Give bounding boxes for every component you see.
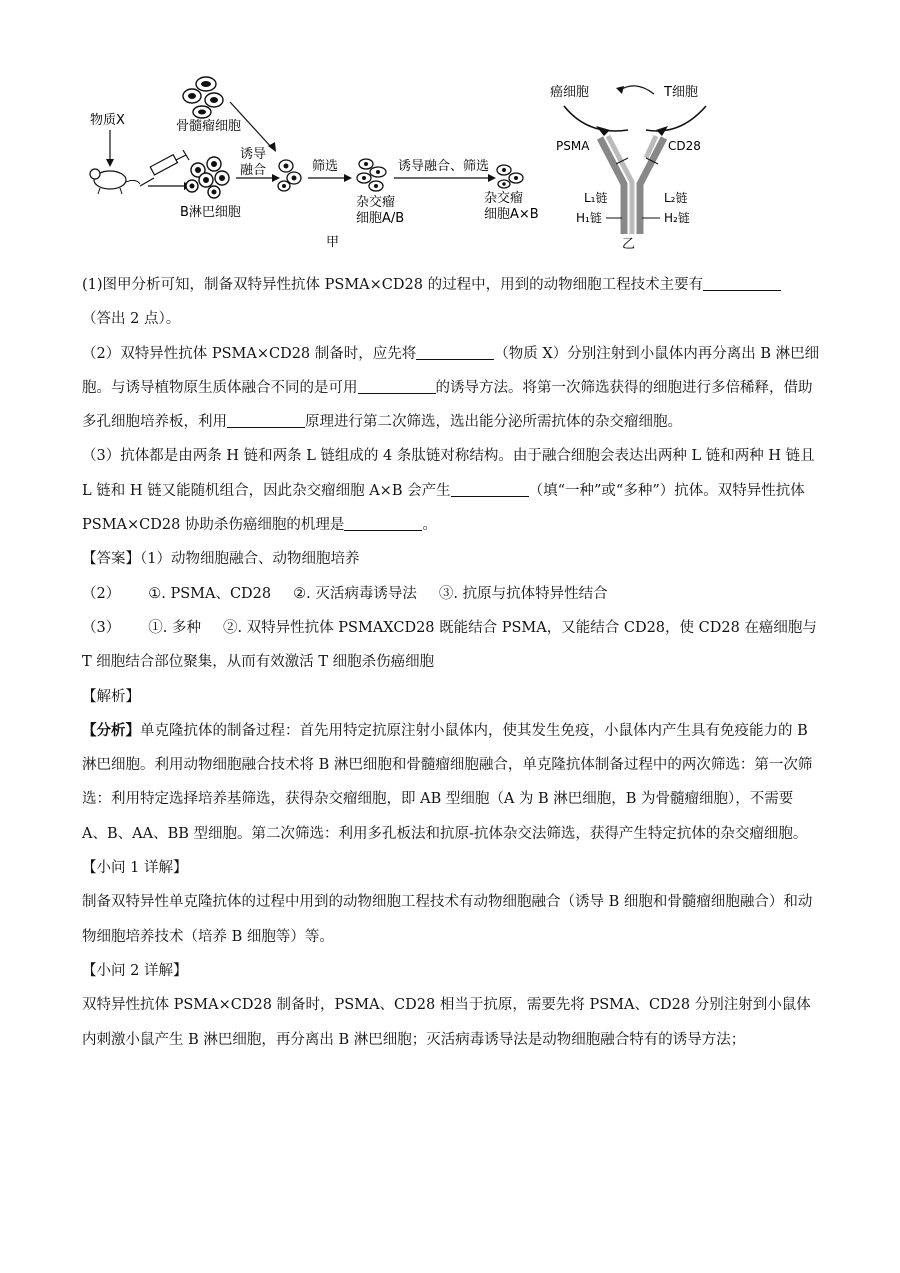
label-induce-screen: 诱导融合、筛选 xyxy=(398,159,490,174)
label-l1: L₁链 xyxy=(584,191,608,205)
question-3-part2: （填“一种”或“多种”）抗体。双特异性抗体 PSMA×CD28 协助杀伤癌细胞的机理是 xyxy=(82,482,805,534)
label-hybridoma-axb-2: 细胞A×B xyxy=(484,207,539,222)
question-3 xyxy=(82,439,822,542)
question-3-part3: 。 xyxy=(422,517,437,534)
label-psma: PSMA xyxy=(556,139,590,153)
answer-line-3 xyxy=(82,611,822,680)
label-hybridoma-ab-2: 细胞A/B xyxy=(356,211,405,226)
question-2-part2: （物质 X）分别注射到小鼠体内再分离出 B 淋巴细胞。与诱导植物原生质体融合不同的是可用 xyxy=(82,345,820,396)
answer-blank-2c[interactable] xyxy=(227,413,305,429)
label-h1: H₁链 xyxy=(576,211,602,225)
answer-2-3: ③. 抗原与抗体特异性结合 xyxy=(438,585,608,602)
answer-2-2: ②. 灭活病毒诱导法 xyxy=(293,585,417,602)
question-2-part1: （2）双特异性抗体 PSMA×CD28 制备时，应先将 xyxy=(82,345,417,362)
label-cancer-cell: 癌细胞 xyxy=(550,85,590,100)
label-substance-x: 物质X xyxy=(90,113,125,128)
answer-line-2 xyxy=(82,577,822,611)
question-2-part3: 的诱导方法。将第一次筛选获得的细胞进行多倍稀释，借助多孔细胞培养板，利用 xyxy=(82,379,813,431)
sub1-heading: 【小问 1 详解】 xyxy=(82,860,188,877)
question-3-part1: （3）抗体都是由两条 H 链和两条 L 链组成的 4 条肽链对称结构。由于融合细胞会表达出两种 L 链和两种 H 链且 L 链和 H 链又能随机组合，因此杂交瘤细胞 A×B 会产生 xyxy=(82,448,815,499)
myeloma-cells xyxy=(183,77,223,118)
sub2-heading: 【小问 2 详解】 xyxy=(82,962,188,979)
mouse-icon xyxy=(90,169,140,194)
label-myeloma: 骨髓瘤细胞 xyxy=(176,119,242,134)
label-hybridoma-ab-1: 杂交瘤 xyxy=(356,195,396,210)
answer-blank-2b[interactable] xyxy=(358,378,436,394)
label-fusion: 融合 xyxy=(240,163,267,178)
answer-3-number: （3） xyxy=(82,619,121,636)
answer-line-1 xyxy=(82,542,822,576)
syringe-icon xyxy=(140,150,189,186)
answer-2-1: ①. PSMA、CD28 xyxy=(148,585,272,602)
question-content xyxy=(82,268,822,1057)
sub2-text: 双特异性抗体 PSMA×CD28 制备时，PSMA、CD28 相当于抗原，需要先将 PSMA、CD28 分别注射到小鼠体内刺激小鼠产生 B 淋巴细胞，再分离出 B 淋巴细胞；灭活病毒诱导法是动物细胞融合特有的诱导方法； xyxy=(82,997,811,1048)
question-1 xyxy=(82,268,822,337)
fenxi-text: 单克隆抗体的制备过程：首先用特定抗原注射小鼠体内，使其发生免疫，小鼠体内产生具有免疫能力的 B 淋巴细胞。利用动物细胞融合技术将 B 淋巴细胞和骨髓瘤细胞融合，单克隆抗体制备过程中的两次筛选：第一次筛选：利用特定选择培养基筛选，获得杂交瘤细胞，即 AB 型细胞（A 为 B 淋巴细胞，B 为骨髓瘤细胞），不需要 A、B、AA、BB 型细胞。第二次筛选：利用多孔板法和抗原-抗体杂交法筛选，获得产生特定抗体的杂交瘤细胞。 xyxy=(82,722,813,842)
answer-blank-3a[interactable] xyxy=(451,481,529,497)
question-1-text: (1)图甲分析可知，制备双特异性抗体 PSMA×CD28 的过程中，用到的动物细胞工程技术主要有 xyxy=(82,277,704,293)
label-h2: H₂链 xyxy=(664,211,690,225)
label-cd28: CD28 xyxy=(668,139,701,153)
sub1-text: 制备双特异性单克隆抗体的过程中用到的动物细胞工程技术有动物细胞融合（诱导 B 细胞和骨髓瘤细胞融合）和动物细胞培养技术（培养 B 细胞等）等。 xyxy=(82,894,813,945)
answer-blank-1[interactable] xyxy=(703,276,781,292)
answer-blank-3b[interactable] xyxy=(344,516,422,532)
hybridoma-ab-cells xyxy=(357,159,386,191)
cancer-cell-membrane xyxy=(564,106,628,131)
label-induce: 诱导 xyxy=(240,147,267,162)
label-b-lymphocyte: B淋巴细胞 xyxy=(180,205,241,220)
figure-jia-yi xyxy=(80,66,820,256)
fused-cells xyxy=(278,160,301,191)
question-2-part4: 原理进行第二次筛选，选出能分泌所需抗体的杂交瘤细胞。 xyxy=(305,414,682,431)
bispecific-antibody xyxy=(600,136,664,234)
figure-jia xyxy=(90,77,539,250)
figure-yi xyxy=(550,85,706,252)
analysis-heading: 【解析】 xyxy=(82,688,140,705)
fenxi-tag: 【分析】 xyxy=(82,721,140,739)
t-cell-membrane xyxy=(646,106,706,131)
question-2 xyxy=(82,337,822,440)
answer-heading: 【答案】 xyxy=(82,551,140,568)
answer-2-number: （2） xyxy=(82,585,121,602)
figure-label-jia: 甲 xyxy=(326,235,340,250)
label-hybridoma-axb-1: 杂交瘤 xyxy=(484,191,524,206)
hybridoma-axb-cells xyxy=(497,165,523,188)
figure-label-yi: 乙 xyxy=(622,237,636,252)
label-l2: L₂链 xyxy=(664,191,688,205)
answer-blank-2a[interactable] xyxy=(416,344,494,360)
answer-1: （1）动物细胞融合、动物细胞培养 xyxy=(140,551,360,568)
question-1-tail: （答出 2 点）。 xyxy=(82,311,181,328)
b-lymphocyte-cells xyxy=(186,157,229,198)
answer-3-2: ②. 双特异性抗体 PSMAXCD28 既能结合 PSMA，又能结合 CD28，使 CD28 在癌细胞与 T 细胞结合部位聚集，从而有效激活 T 细胞杀伤癌细胞 xyxy=(82,619,817,671)
answer-3-1: ①. 多种 xyxy=(148,619,201,636)
label-t-cell: T细胞 xyxy=(664,85,698,100)
analysis-fenxi xyxy=(82,714,822,851)
label-screen: 筛选 xyxy=(312,159,339,174)
